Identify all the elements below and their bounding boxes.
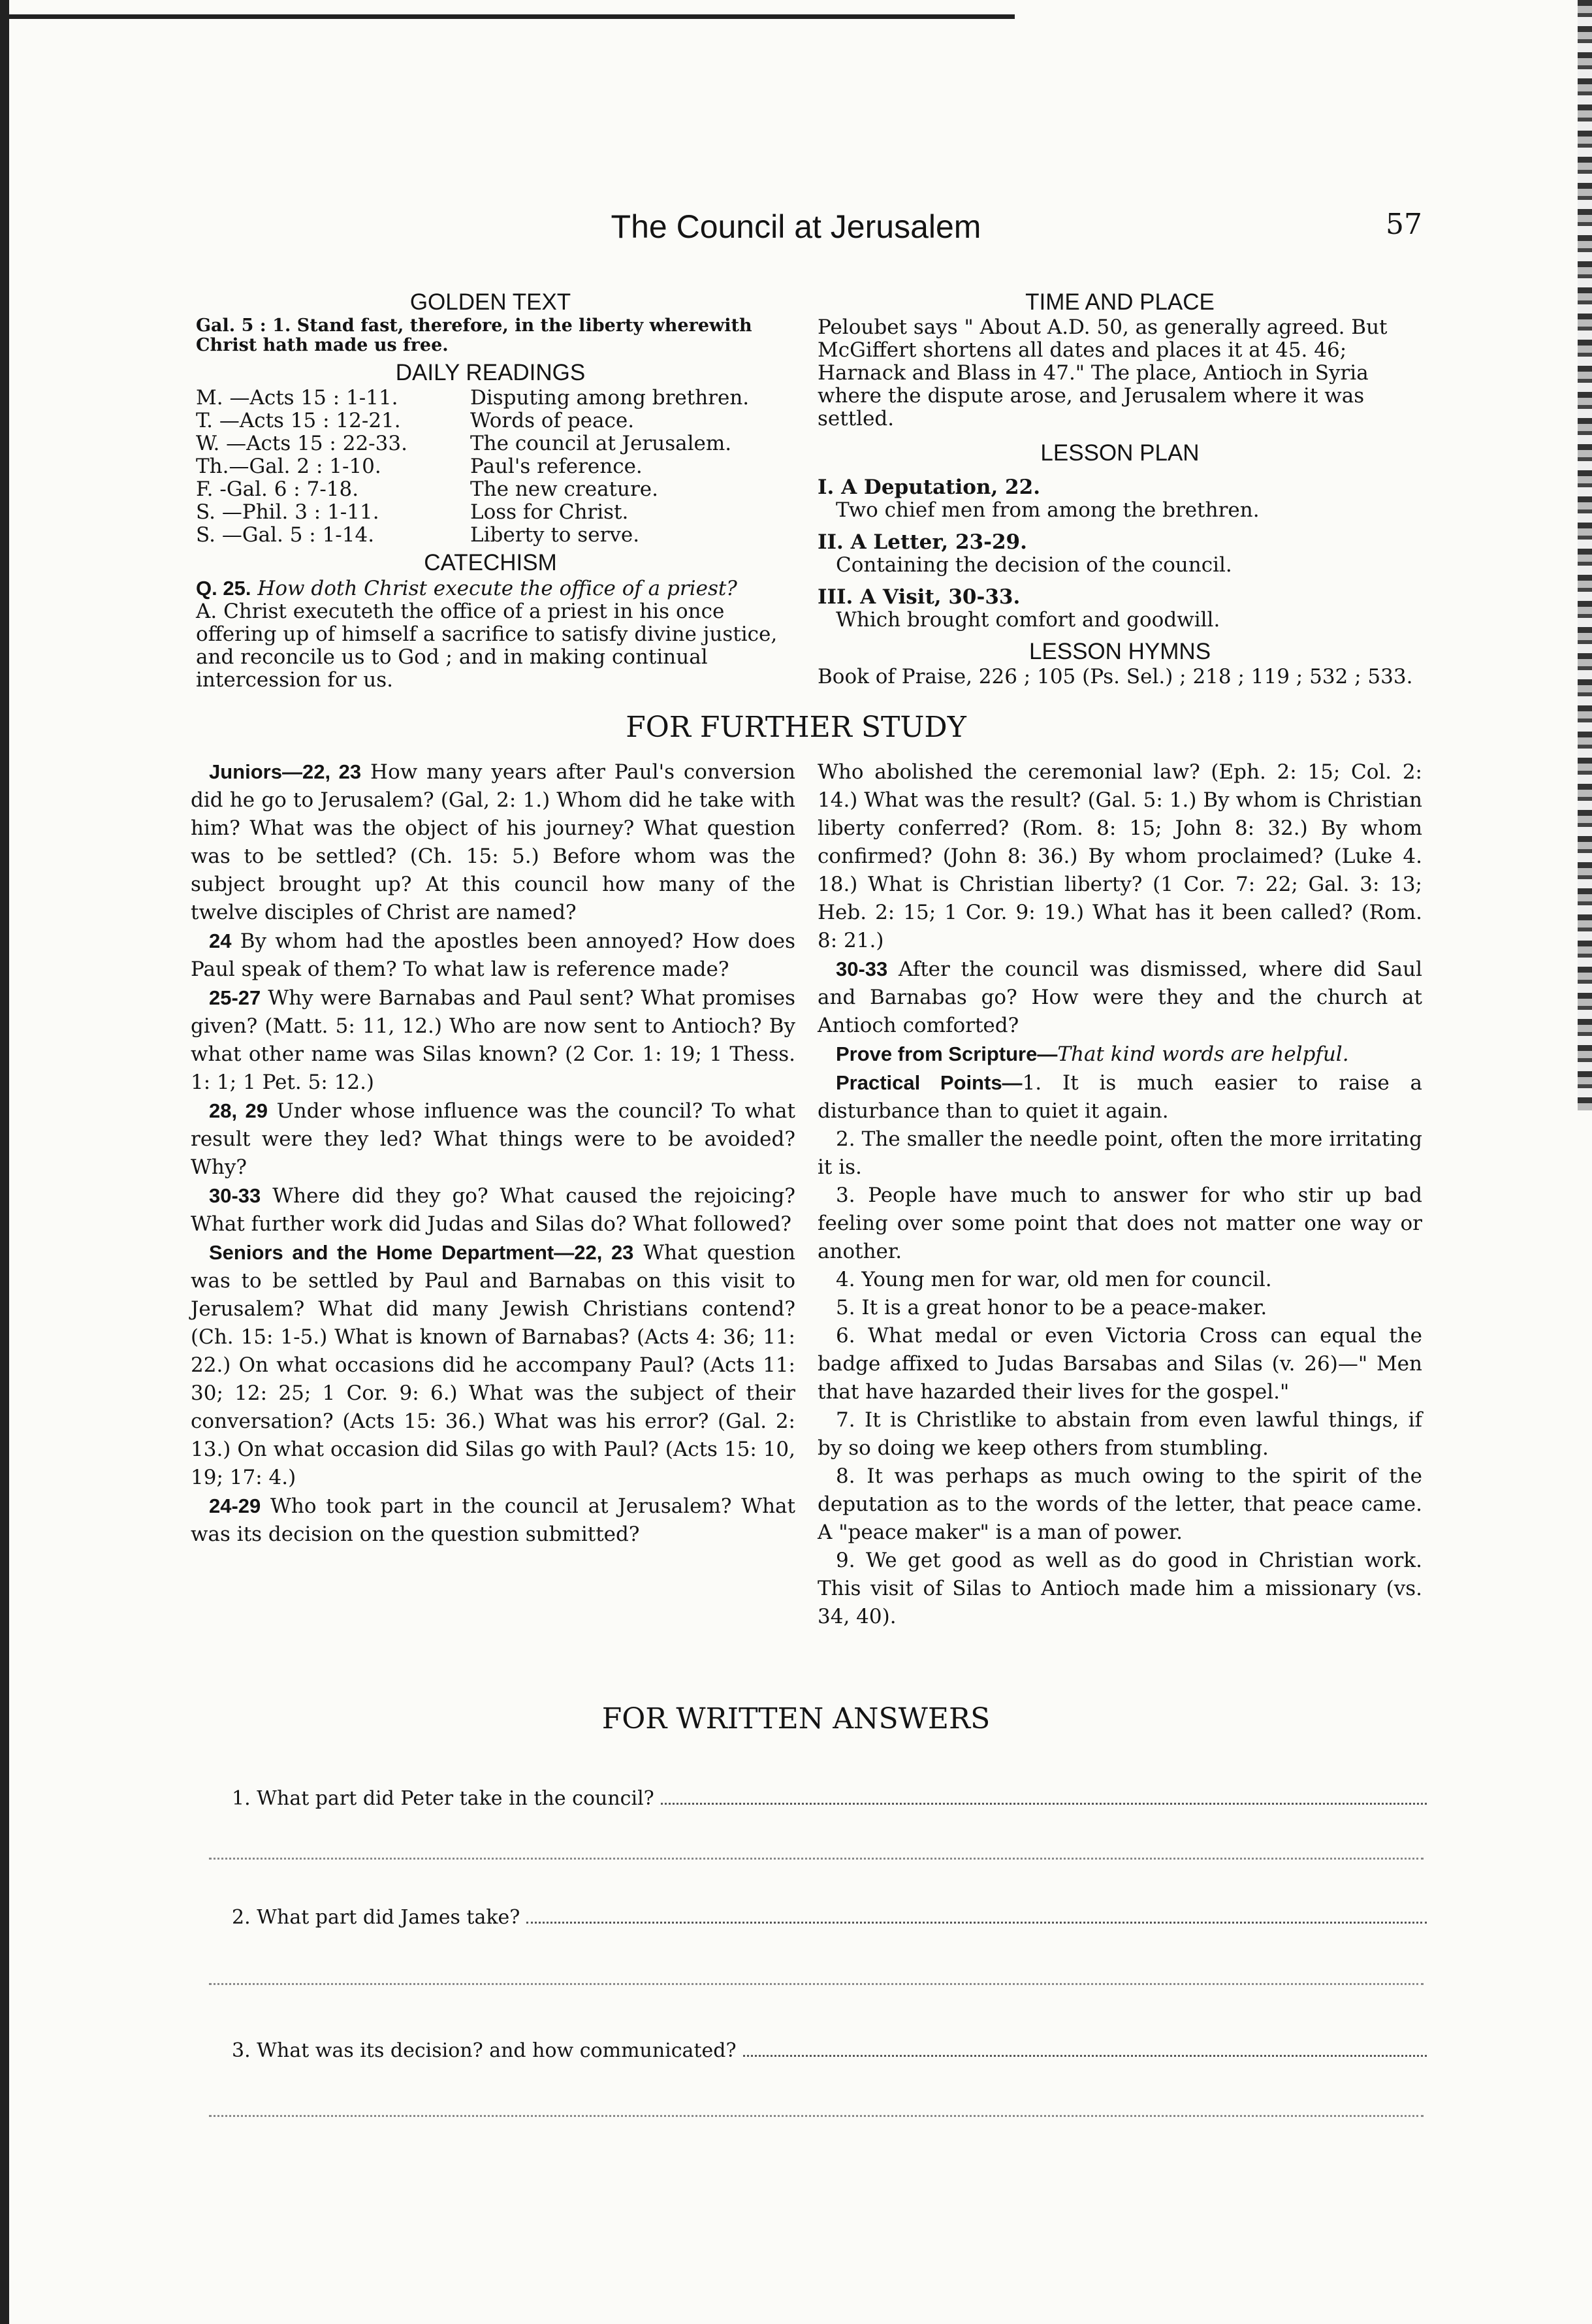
study-paragraph <box>191 1182 795 1238</box>
further-study-right-column <box>818 758 1422 1631</box>
study-text: 5. It is a great honor to be a peace-maker. <box>836 1296 1267 1319</box>
reading-row <box>196 501 785 524</box>
reading-row <box>196 387 785 410</box>
lesson-hymns-heading: LESSON HYMNS <box>1028 639 1211 664</box>
scan-top-rule <box>9 14 1015 19</box>
right-info-column <box>818 289 1422 688</box>
reading-title: Liberty to serve. <box>470 523 640 547</box>
study-paragraph <box>818 955 1422 1040</box>
lesson-plan-item-head: II. A Letter, 23-29. <box>818 530 1027 554</box>
study-label: 24 <box>209 929 232 952</box>
study-text: How many years after Paul's conversion did he go to Jerusalem? (Gal, 2: 1.) Whom did he take with him? What was the object of his journey? What question was to be settled? (Ch. 15: 5.) Before whom was the subject brought up? At this council how many of the twelve disciples of Christ are named? <box>191 760 795 924</box>
lesson-plan-item <box>818 531 1422 577</box>
study-paragraph <box>191 927 795 984</box>
further-study-left-column <box>191 758 795 1549</box>
catechism-answer: A. Christ executeth the office of a priest in his once offering up of himself a sacrifice to satisfy divine justice, and reconcile us to God ; and in making continual intercession for us. <box>196 600 778 692</box>
reading-ref: M. —Acts 15 : 1-11. <box>196 386 398 410</box>
answer-line[interactable] <box>209 1982 1424 1985</box>
lesson-plan-item-head: I. A Deputation, 22. <box>818 476 1040 499</box>
reading-title: The new creature. <box>470 477 658 501</box>
study-text: 1. It is much easier to raise a disturbance than to quiet it again. <box>818 1071 1422 1123</box>
study-paragraph <box>818 1322 1422 1406</box>
study-label: 28, 29 <box>209 1099 268 1122</box>
lesson-plan-item <box>818 586 1422 632</box>
study-label: 30-33 <box>836 958 888 980</box>
daily-readings-list <box>196 387 785 547</box>
written-question-1 <box>232 1787 1427 1810</box>
reading-row <box>196 524 785 547</box>
lesson-plan-item <box>818 476 1422 522</box>
study-paragraph <box>818 1406 1422 1462</box>
reading-row <box>196 432 785 455</box>
reading-ref: S. —Gal. 5 : 1-14. <box>196 523 375 547</box>
study-label: Prove from Scripture— <box>836 1042 1058 1065</box>
study-paragraph <box>191 1097 795 1182</box>
written-question-2 <box>232 1906 1427 1929</box>
reading-ref: T. —Acts 15 : 12-21. <box>196 409 401 432</box>
study-text: 7. It is Christlike to abstain from even lawful things, if by so doing we keep others from stumbling. <box>818 1408 1422 1460</box>
study-label: 25-27 <box>209 986 261 1009</box>
study-paragraph <box>191 1492 795 1549</box>
time-place-text: Peloubet says " About A.D. 50, as generally agreed. But McGiffert shortens all dates and places it at 45. 46; Harnack and Blass in 47." The place, Antioch in Syria where the dispute arose, and Jerusalem where it was settled. <box>818 315 1388 430</box>
study-label: Juniors—22, 23 <box>209 760 362 783</box>
reading-row <box>196 410 785 432</box>
study-text: By whom had the apostles been annoyed? How does Paul speak of them? To what law is reference made? <box>191 929 795 981</box>
study-paragraph <box>818 1182 1422 1266</box>
study-paragraph <box>818 1069 1422 1125</box>
lesson-plan-item-sub: Two chief men from among the brethren. <box>836 498 1260 522</box>
reading-ref: F. -Gal. 6 : 7-18. <box>196 477 359 501</box>
golden-text: Gal. 5 : 1. Stand fast, therefore, in the liberty wherewith Christ hath made us free. <box>196 315 752 355</box>
study-paragraph <box>191 758 795 927</box>
page-number: 57 <box>1386 208 1422 241</box>
study-text: 8. It was perhaps as much owing to the spirit of the deputation as to the words of the letter, that peace came. A "peace maker" is a man of power. <box>818 1464 1422 1544</box>
catechism-question-text: How doth Christ execute the office of a priest? <box>257 577 737 600</box>
answer-line[interactable] <box>661 1787 1427 1805</box>
study-text: Where did they go? What caused the rejoicing? What further work did Judas and Silas do? What followed? <box>191 1184 795 1236</box>
golden-text-heading: GOLDEN TEXT <box>409 289 571 315</box>
study-paragraph <box>818 1040 1422 1069</box>
reading-ref: W. —Acts 15 : 22-33. <box>196 432 407 455</box>
study-text: 9. We get good as well as do good in Christian work. This visit of Silas to Antioch made him a missionary (vs. 34, 40). <box>818 1549 1422 1628</box>
study-text: What question was to be settled by Paul and Barnabas on this visit to Jerusalem? What did many Jewish Christians contend? (Ch. 15: 1-5.) What is known of Barnabas? (Acts 4: 36; 11: 22.) On what occasions did he accompany Paul? (Acts 11: 30; 12: 25; 1 Cor. 9: 6.) What was the subject of their conversation? (Acts 15: 36.) What was his error? (Gal. 2: 13.) On what occasion did Silas go with Paul? (Acts 15: 10, 19; 17: 4.) <box>191 1241 795 1489</box>
study-text: 6. What medal or even Victoria Cross can equal the badge affixed to Judas Barsabas and Silas (v. 26)—" Men that have hazarded their lives for the gospel." <box>818 1324 1422 1404</box>
study-paragraph <box>818 758 1422 955</box>
study-paragraph <box>818 1266 1422 1294</box>
study-label: 24-29 <box>209 1494 261 1517</box>
reading-title: Disputing among brethren. <box>470 386 750 410</box>
reading-row <box>196 455 785 478</box>
study-label: Seniors and the Home Department—22, 23 <box>209 1241 634 1264</box>
written-question-text: 3. What was its decision? and how communicated? <box>232 2039 737 2062</box>
study-text: 2. The smaller the needle point, often the more irritating it is. <box>818 1127 1422 1179</box>
daily-readings-heading: DAILY READINGS <box>395 360 586 385</box>
study-paragraph <box>818 1462 1422 1547</box>
page-title: The Council at Jerusalem <box>611 208 981 245</box>
study-label: 30-33 <box>209 1184 261 1207</box>
answer-line[interactable] <box>526 1906 1427 1924</box>
answer-line[interactable] <box>743 2039 1427 2057</box>
written-answers-heading: FOR WRITTEN ANSWERS <box>601 1702 991 1735</box>
study-text: Who took part in the council at Jerusalem? What was its decision on the question submitted? <box>191 1494 795 1546</box>
lesson-plan-item-head: III. A Visit, 30-33. <box>818 585 1021 609</box>
written-question-3 <box>232 2039 1427 2062</box>
study-text: Under whose influence was the council? To what result were they led? What things were to be avoided? Why? <box>191 1099 795 1179</box>
reading-ref: Th.—Gal. 2 : 1-10. <box>196 455 381 478</box>
study-label: Practical Points— <box>836 1071 1023 1094</box>
reading-title: Loss for Christ. <box>470 500 629 524</box>
lesson-plan-item-sub: Containing the decision of the council. <box>836 553 1232 577</box>
further-study-heading: FOR FURTHER STUDY <box>626 711 966 744</box>
reading-title: The council at Jerusalem. <box>470 432 732 455</box>
lesson-plan-heading: LESSON PLAN <box>1040 440 1200 466</box>
reading-ref: S. —Phil. 3 : 1-11. <box>196 500 379 524</box>
lesson-plan-item-sub: Which brought comfort and goodwill. <box>836 608 1220 632</box>
answer-line[interactable] <box>209 1856 1424 1860</box>
study-text: Who abolished the ceremonial law? (Eph. 2: 15; Col. 2: 14.) What was the result? (Gal. 5: 1.) By whom is Christian liberty conferred? (Rom. 8: 15; John 8: 32.) By whom confirmed? (John 8: 36.) By whom proclaimed? (Luke 4. 18.) What is Christian liberty? (1 Cor. 7: 22; Gal. 3: 13; Heb. 2: 15; 1 Cor. 9: 19.) What has it been called? (Rom. 8: 21.) <box>818 760 1422 952</box>
study-text: 4. Young men for war, old men for council. <box>836 1268 1272 1291</box>
study-paragraph <box>818 1294 1422 1322</box>
time-place-heading: TIME AND PLACE <box>1025 289 1215 315</box>
catechism-question-number: Q. 25. <box>196 577 251 600</box>
reading-title: Words of peace. <box>470 409 635 432</box>
catechism-heading: CATECHISM <box>424 550 557 575</box>
study-text: After the council was dismissed, where did Saul and Barnabas go? How were they and the church at Antioch comforted? <box>818 958 1422 1037</box>
study-text: That kind words are helpful. <box>1057 1042 1349 1066</box>
scan-right-edge <box>1578 0 1592 1110</box>
left-info-column <box>196 289 785 692</box>
study-paragraph <box>191 1238 795 1492</box>
reading-title: Paul's reference. <box>470 455 643 478</box>
catechism-question <box>196 577 785 600</box>
written-question-text: 2. What part did James take? <box>232 1906 520 1929</box>
study-text: Why were Barnabas and Paul sent? What promises given? (Matt. 5: 11, 12.) Who are now sent to Antioch? By what other name was Silas known? (2 Cor. 1: 19; 1 Thess. 1: 1; 1 Pet. 5: 12.) <box>191 986 795 1094</box>
reading-row <box>196 478 785 501</box>
study-paragraph <box>818 1547 1422 1631</box>
study-paragraph <box>818 1125 1422 1182</box>
written-question-text: 1. What part did Peter take in the council? <box>232 1787 654 1810</box>
study-text: 3. People have much to answer for who stir up bad feeling over some point that does not matter one way or another. <box>818 1184 1422 1263</box>
answer-line[interactable] <box>209 2114 1424 2117</box>
scan-left-edge <box>0 0 9 2324</box>
study-paragraph <box>191 984 795 1097</box>
lesson-hymns-text: Book of Praise, 226 ; 105 (Ps. Sel.) ; 218 ; 119 ; 532 ; 533. <box>818 665 1413 688</box>
